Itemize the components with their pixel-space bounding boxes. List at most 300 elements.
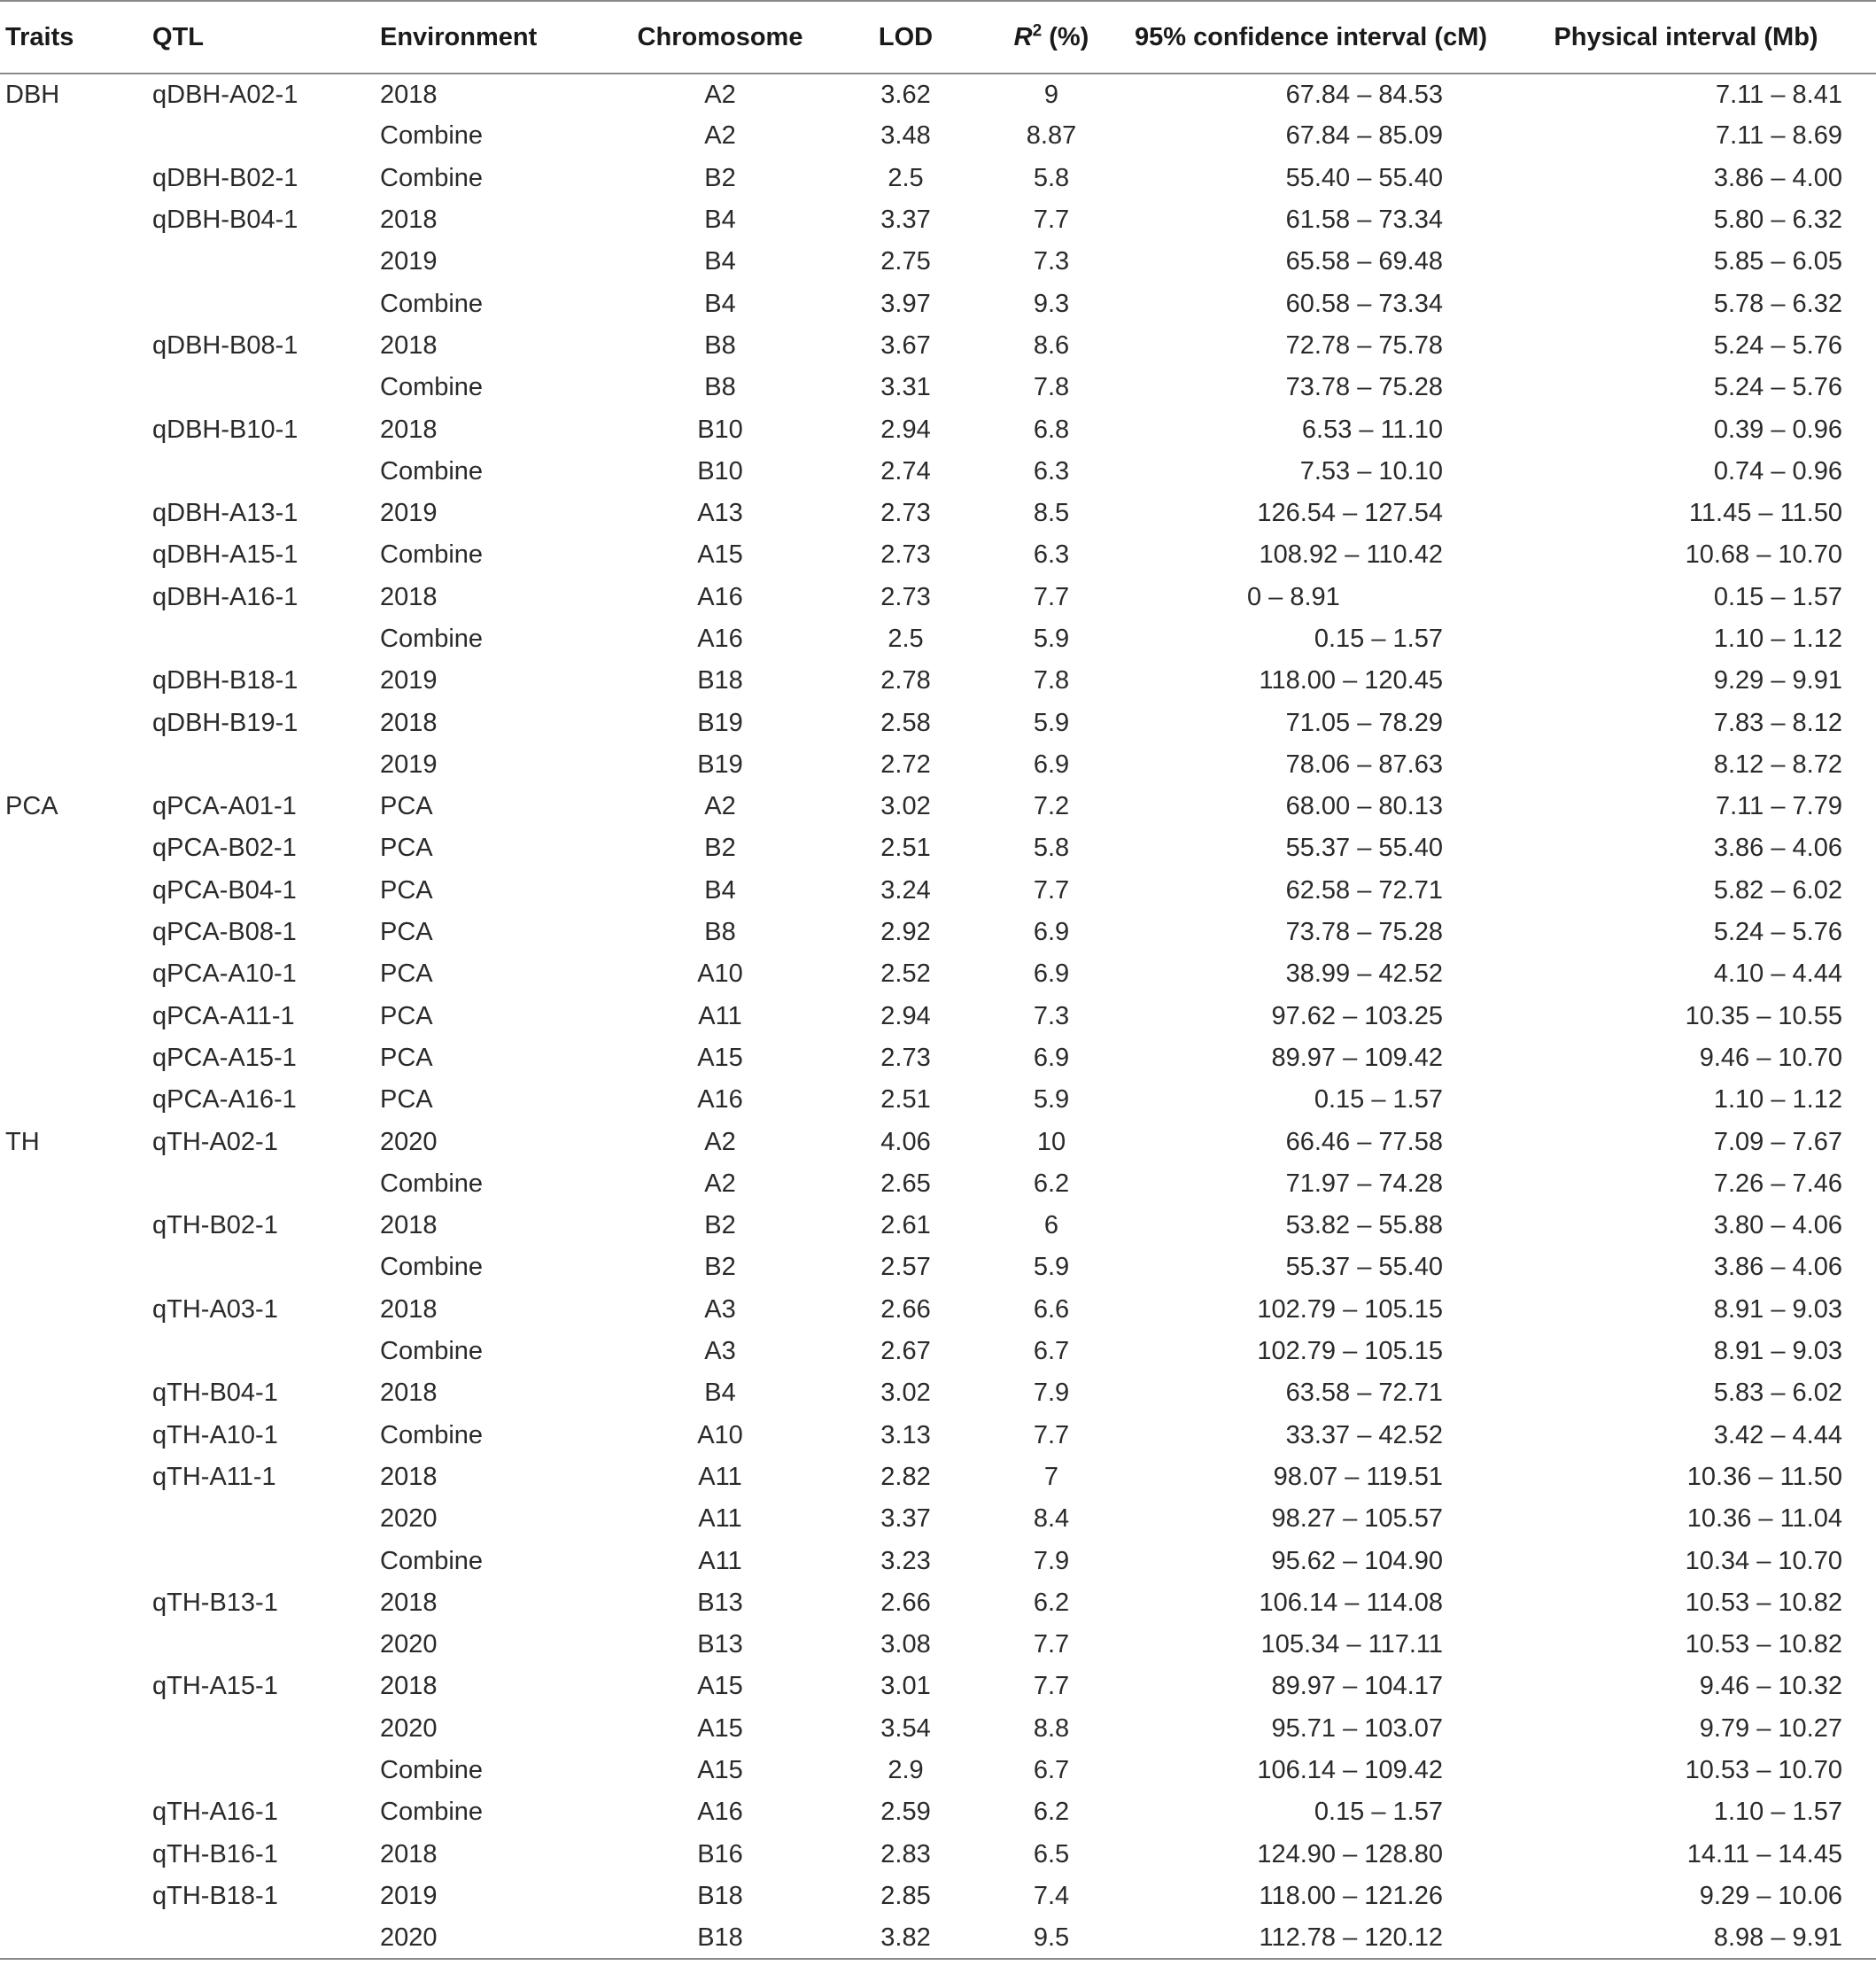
cell-qtl: qDBH-B08-1 — [152, 330, 298, 360]
cell-r2: 7.3 — [1033, 247, 1070, 276]
cell-physical-interval: 10.36 – 11.04 — [1686, 1504, 1842, 1534]
cell-qtl — [145, 241, 373, 283]
table-row — [0, 451, 1876, 493]
cell-chromosome: B19 — [697, 708, 743, 737]
cell-trait — [0, 451, 145, 493]
cell-lod: 3.37 — [880, 206, 931, 235]
cell-environment: PCA — [380, 834, 433, 863]
cell-physical-interval: 0.74 – 0.96 — [1713, 456, 1842, 486]
cell-r2: 5.8 — [1033, 163, 1070, 192]
cell-confidence-interval: 55.37 – 55.40 — [1285, 834, 1443, 863]
cell-trait — [0, 1289, 145, 1331]
table-row — [0, 786, 1876, 827]
table-row — [0, 744, 1876, 786]
cell-trait — [0, 408, 145, 450]
cell-r2: 7.8 — [1033, 373, 1070, 402]
cell-chromosome: B2 — [704, 1253, 736, 1282]
cell-r2: 5.9 — [1033, 708, 1070, 737]
cell-chromosome: B19 — [697, 750, 743, 779]
cell-lod: 3.02 — [880, 1379, 931, 1408]
cell-physical-interval: 5.80 – 6.32 — [1713, 206, 1842, 235]
cell-confidence-interval: 73.78 – 75.28 — [1285, 918, 1443, 947]
cell-r2: 7.8 — [1033, 666, 1070, 695]
table-row — [0, 912, 1876, 953]
cell-trait — [0, 1205, 145, 1247]
header-traits: Traits — [0, 1, 145, 74]
cell-trait — [0, 1624, 145, 1666]
cell-r2: 6.2 — [1033, 1798, 1070, 1827]
cell-physical-interval: 10.36 – 11.50 — [1686, 1462, 1842, 1491]
table-row — [0, 1666, 1876, 1707]
cell-r2: 9.3 — [1033, 289, 1070, 318]
cell-physical-interval: 5.24 – 5.76 — [1713, 373, 1842, 402]
cell-qtl: qDBH-A16-1 — [152, 582, 298, 611]
cell-trait — [0, 1163, 145, 1205]
cell-qtl: qPCA-A15-1 — [152, 1043, 297, 1072]
cell-confidence-interval: 6.53 – 11.10 — [1301, 415, 1443, 444]
cell-lod: 3.82 — [834, 1917, 977, 1959]
cell-lod: 2.66 — [880, 1588, 931, 1617]
cell-r2: 7.7 — [1033, 875, 1070, 905]
cell-confidence-interval: 112.78 – 120.12 — [1126, 1917, 1496, 1959]
cell-physical-interval: 9.46 – 10.70 — [1699, 1043, 1842, 1072]
header-r2-unit: (%) — [1042, 22, 1089, 51]
cell-lod: 2.73 — [880, 540, 931, 570]
cell-trait — [0, 1457, 145, 1498]
cell-r2: 8.8 — [1033, 1713, 1070, 1743]
cell-chromosome: B4 — [704, 289, 736, 318]
table-row — [0, 1582, 1876, 1624]
cell-qtl — [145, 451, 373, 493]
cell-physical-interval: 5.24 – 5.76 — [1713, 330, 1842, 360]
cell-environment: 2018 — [380, 1294, 438, 1324]
cell-trait — [0, 1791, 145, 1833]
table-row — [0, 199, 1876, 241]
cell-chromosome: B4 — [704, 247, 736, 276]
cell-chromosome: A2 — [704, 1169, 736, 1198]
cell-confidence-interval: 108.92 – 110.42 — [1259, 540, 1443, 570]
cell-r2: 7.7 — [1033, 1672, 1070, 1701]
cell-trait — [0, 1372, 145, 1414]
cell-trait — [0, 1247, 145, 1288]
table-row — [0, 1876, 1876, 1917]
cell-lod: 2.57 — [880, 1253, 931, 1282]
cell-qtl: qTH-B18-1 — [152, 1881, 278, 1910]
cell-trait — [0, 367, 145, 408]
cell-chromosome: B18 — [697, 1881, 743, 1910]
cell-confidence-interval: 0.15 – 1.57 — [1314, 1085, 1443, 1115]
cell-r2: 10 — [1036, 1127, 1066, 1156]
cell-qtl — [145, 1917, 373, 1959]
cell-chromosome: B16 — [697, 1839, 743, 1868]
cell-confidence-interval: 102.79 – 105.15 — [1257, 1294, 1443, 1324]
cell-chromosome: A11 — [698, 1001, 742, 1030]
cell-physical-interval: 0.39 – 0.96 — [1713, 415, 1842, 444]
cell-chromosome: B18 — [606, 1917, 834, 1959]
cell-r2: 6.7 — [1033, 1337, 1070, 1366]
cell-confidence-interval: 55.40 – 55.40 — [1285, 163, 1443, 192]
cell-chromosome: B4 — [704, 1379, 736, 1408]
cell-trait — [0, 241, 145, 283]
table-row — [0, 534, 1876, 576]
cell-physical-interval: 5.83 – 6.02 — [1713, 1379, 1842, 1408]
cell-physical-interval: 11.45 – 11.50 — [1688, 499, 1842, 528]
table-row — [0, 577, 1876, 618]
cell-r2: 7 — [1043, 1462, 1059, 1491]
cell-qtl: qPCA-A10-1 — [152, 959, 297, 989]
cell-qtl: qTH-B02-1 — [152, 1211, 278, 1240]
cell-confidence-interval: 67.84 – 84.53 — [1285, 80, 1443, 109]
cell-physical-interval: 4.10 – 4.44 — [1713, 959, 1842, 989]
cell-lod: 2.73 — [880, 582, 931, 611]
cell-confidence-interval: 61.58 – 73.34 — [1285, 206, 1443, 235]
cell-r2: 8.5 — [1033, 499, 1070, 528]
cell-r2: 6.3 — [1033, 540, 1070, 570]
cell-confidence-interval: 68.00 – 80.13 — [1285, 792, 1443, 821]
cell-trait — [0, 660, 145, 702]
cell-environment: 2018 — [380, 1839, 438, 1868]
cell-environment: Combine — [380, 1169, 484, 1198]
cell-environment: 2019 — [380, 666, 438, 695]
cell-trait — [0, 1708, 145, 1750]
cell-trait — [0, 325, 145, 367]
cell-trait — [0, 870, 145, 912]
cell-environment: 2018 — [380, 1588, 438, 1617]
cell-r2: 9 — [1043, 80, 1059, 109]
cell-lod: 3.08 — [880, 1630, 931, 1659]
cell-environment: Combine — [380, 1546, 484, 1575]
cell-qtl — [145, 367, 373, 408]
cell-qtl: qDBH-B18-1 — [152, 666, 298, 695]
cell-chromosome: A2 — [704, 1127, 736, 1156]
cell-confidence-interval: 67.84 – 85.09 — [1285, 121, 1443, 151]
cell-r2: 7.7 — [1033, 1630, 1070, 1659]
cell-trait — [0, 1917, 145, 1959]
cell-lod: 2.51 — [880, 1085, 931, 1115]
header-lod: LOD — [834, 1, 977, 74]
table-row — [0, 1917, 1876, 1959]
cell-trait — [0, 1079, 145, 1121]
cell-qtl: qTH-A10-1 — [152, 1420, 278, 1449]
table-row — [0, 115, 1876, 157]
table-row — [0, 660, 1876, 702]
table-row — [0, 870, 1876, 912]
cell-confidence-interval: 65.58 – 69.48 — [1285, 247, 1443, 276]
cell-chromosome: A3 — [704, 1337, 736, 1366]
cell-r2: 5.8 — [1033, 834, 1070, 863]
cell-trait — [0, 912, 145, 953]
cell-lod: 3.31 — [880, 373, 931, 402]
cell-trait: PCA — [5, 792, 58, 821]
cell-physical-interval: 8.98 – 9.91 — [1496, 1917, 1876, 1959]
cell-chromosome: B2 — [704, 163, 736, 192]
cell-trait — [0, 1666, 145, 1707]
cell-qtl: qPCA-A16-1 — [152, 1085, 297, 1115]
cell-confidence-interval: 55.37 – 55.40 — [1285, 1253, 1443, 1282]
cell-confidence-interval: 118.00 – 121.26 — [1259, 1881, 1443, 1910]
cell-chromosome: A15 — [697, 1043, 743, 1072]
header-r2-var: R — [1013, 22, 1033, 51]
cell-qtl: qTH-A15-1 — [152, 1672, 278, 1701]
cell-qtl: qTH-A02-1 — [152, 1127, 278, 1156]
cell-trait: TH — [5, 1127, 40, 1156]
table-row — [0, 827, 1876, 869]
cell-physical-interval: 10.34 – 10.70 — [1685, 1546, 1842, 1575]
cell-qtl — [145, 1331, 373, 1372]
cell-confidence-interval: 7.53 – 10.10 — [1299, 456, 1443, 486]
header-physical-interval: Physical interval (Mb) — [1496, 1, 1876, 74]
cell-environment: Combine — [380, 1798, 484, 1827]
table-row — [0, 1498, 1876, 1540]
cell-physical-interval: 5.78 – 6.32 — [1713, 289, 1842, 318]
cell-physical-interval: 1.10 – 1.57 — [1713, 1798, 1842, 1827]
table-row — [0, 953, 1876, 995]
table-row — [0, 1037, 1876, 1079]
cell-environment: 2020 — [373, 1917, 606, 1959]
cell-confidence-interval: 63.58 – 72.71 — [1285, 1379, 1443, 1408]
header-qtl: QTL — [145, 1, 373, 74]
cell-qtl: qTH-B16-1 — [152, 1839, 278, 1868]
table-row — [0, 283, 1876, 324]
cell-lod: 2.85 — [880, 1881, 931, 1910]
cell-confidence-interval: 66.46 – 77.58 — [1285, 1127, 1443, 1156]
table-row — [0, 1750, 1876, 1791]
cell-trait — [0, 1876, 145, 1917]
cell-r2: 7.9 — [1033, 1379, 1070, 1408]
cell-lod: 3.48 — [880, 121, 931, 151]
cell-physical-interval: 9.29 – 9.91 — [1713, 666, 1842, 695]
cell-environment: 2018 — [380, 415, 438, 444]
cell-physical-interval: 5.24 – 5.76 — [1713, 918, 1842, 947]
cell-chromosome: A2 — [704, 792, 736, 821]
cell-lod: 3.97 — [880, 289, 931, 318]
cell-r2: 7.2 — [1033, 792, 1070, 821]
cell-confidence-interval: 71.05 – 78.29 — [1285, 708, 1443, 737]
cell-environment: Combine — [380, 163, 484, 192]
cell-qtl: qTH-B13-1 — [152, 1588, 278, 1617]
cell-chromosome: B2 — [704, 1211, 736, 1240]
cell-lod: 4.06 — [880, 1127, 931, 1156]
table-row — [0, 1331, 1876, 1372]
cell-confidence-interval: 97.62 – 103.25 — [1271, 1001, 1443, 1030]
cell-chromosome: A10 — [697, 959, 743, 989]
cell-environment: 2019 — [380, 1881, 438, 1910]
cell-lod: 2.61 — [880, 1211, 931, 1240]
cell-confidence-interval: 95.62 – 104.90 — [1271, 1546, 1443, 1575]
cell-qtl — [145, 1498, 373, 1540]
cell-physical-interval: 3.86 – 4.00 — [1713, 163, 1842, 192]
cell-r2: 7.7 — [1033, 582, 1070, 611]
cell-environment: Combine — [380, 1253, 484, 1282]
cell-confidence-interval: 71.97 – 74.28 — [1285, 1169, 1443, 1198]
cell-lod: 2.73 — [880, 1043, 931, 1072]
cell-trait — [0, 996, 145, 1037]
cell-trait — [0, 744, 145, 786]
cell-lod: 2.65 — [880, 1169, 931, 1198]
cell-environment: 2020 — [380, 1713, 438, 1743]
table-row — [0, 1540, 1876, 1581]
cell-r2: 5.9 — [1033, 625, 1070, 653]
cell-lod: 2.92 — [880, 918, 931, 947]
cell-chromosome: A13 — [697, 499, 743, 528]
table-row — [0, 241, 1876, 283]
cell-environment: 2019 — [380, 750, 438, 779]
cell-confidence-interval: 95.71 – 103.07 — [1271, 1713, 1443, 1743]
cell-environment: PCA — [380, 875, 433, 905]
cell-physical-interval: 3.42 – 4.44 — [1713, 1420, 1842, 1449]
cell-environment: 2020 — [380, 1630, 438, 1659]
cell-physical-interval: 5.82 – 6.02 — [1713, 875, 1842, 905]
cell-r2: 8.6 — [1033, 330, 1070, 360]
cell-physical-interval: 7.83 – 8.12 — [1713, 708, 1842, 737]
cell-qtl: qDBH-B04-1 — [152, 206, 298, 235]
cell-lod: 2.9 — [888, 1756, 924, 1785]
cell-lod: 2.52 — [880, 959, 931, 989]
cell-r2: 6.6 — [1033, 1294, 1070, 1324]
cell-r2: 6.7 — [1033, 1756, 1070, 1785]
cell-lod: 3.13 — [880, 1420, 931, 1449]
cell-r2: 9.5 — [977, 1917, 1126, 1959]
cell-qtl: qDBH-A13-1 — [152, 499, 298, 528]
cell-qtl: qPCA-B08-1 — [152, 918, 297, 947]
cell-chromosome: A3 — [704, 1294, 736, 1324]
header-confidence-interval: 95% confidence interval (cM) — [1126, 1, 1496, 74]
cell-trait — [0, 115, 145, 157]
cell-environment: PCA — [380, 1001, 433, 1030]
cell-chromosome: B8 — [704, 373, 736, 402]
cell-lod: 2.5 — [888, 625, 924, 653]
cell-r2: 6.9 — [1033, 1043, 1070, 1072]
cell-lod: 2.72 — [880, 750, 931, 779]
table-row — [0, 1079, 1876, 1121]
cell-physical-interval: 10.68 – 10.70 — [1685, 540, 1842, 570]
header-r2-sup: 2 — [1032, 20, 1043, 40]
cell-environment: Combine — [380, 373, 484, 402]
table-row — [0, 1624, 1876, 1666]
cell-environment: PCA — [380, 918, 433, 947]
cell-qtl: qPCA-B04-1 — [152, 875, 297, 905]
table-row — [0, 1372, 1876, 1414]
cell-qtl — [145, 1163, 373, 1205]
cell-r2: 6 — [1043, 1211, 1059, 1240]
cell-qtl — [145, 1540, 373, 1581]
cell-environment: Combine — [380, 456, 484, 486]
cell-lod: 3.23 — [880, 1546, 931, 1575]
cell-confidence-interval: 126.54 – 127.54 — [1257, 499, 1443, 528]
cell-chromosome: B4 — [704, 206, 736, 235]
cell-lod: 3.02 — [880, 792, 931, 821]
cell-qtl — [145, 1247, 373, 1288]
cell-lod: 2.66 — [880, 1294, 931, 1324]
cell-chromosome: A11 — [698, 1462, 742, 1491]
cell-r2: 5.9 — [1033, 1085, 1070, 1115]
cell-trait — [0, 702, 145, 743]
table-row — [0, 1205, 1876, 1247]
cell-trait — [0, 158, 145, 199]
cell-lod: 3.01 — [880, 1672, 931, 1701]
cell-r2: 6.2 — [1033, 1588, 1070, 1617]
cell-lod: 2.5 — [888, 163, 924, 192]
cell-physical-interval: 9.79 – 10.27 — [1699, 1713, 1842, 1743]
cell-r2: 6.3 — [1033, 456, 1070, 486]
cell-lod: 2.83 — [880, 1839, 931, 1868]
cell-physical-interval: 0.15 – 1.57 — [1713, 582, 1842, 611]
cell-lod: 3.37 — [880, 1504, 931, 1534]
cell-physical-interval: 5.85 – 6.05 — [1713, 247, 1842, 276]
cell-qtl: qDBH-B02-1 — [152, 163, 298, 192]
cell-chromosome: B8 — [704, 330, 736, 360]
cell-environment: Combine — [380, 289, 484, 318]
table-row — [0, 367, 1876, 408]
header-r2 — [977, 1, 1126, 74]
cell-trait — [0, 493, 145, 534]
cell-physical-interval: 7.11 – 8.69 — [1716, 121, 1842, 151]
cell-environment: Combine — [380, 1337, 484, 1366]
cell-chromosome: A16 — [697, 1085, 743, 1115]
cell-physical-interval: 10.53 – 10.70 — [1685, 1756, 1842, 1785]
cell-trait: DBH — [5, 80, 60, 109]
cell-trait — [0, 199, 145, 241]
cell-r2: 7.4 — [1033, 1881, 1070, 1910]
cell-qtl: qPCA-B02-1 — [152, 834, 297, 863]
cell-physical-interval: 7.11 – 7.79 — [1716, 792, 1842, 821]
cell-chromosome: A10 — [697, 1420, 743, 1449]
cell-confidence-interval: 98.27 – 105.57 — [1271, 1504, 1443, 1534]
table-row — [0, 408, 1876, 450]
cell-lod: 2.94 — [880, 415, 931, 444]
cell-qtl: qDBH-A15-1 — [152, 540, 298, 570]
cell-confidence-interval: 78.06 – 87.63 — [1285, 750, 1443, 779]
cell-environment: PCA — [380, 792, 433, 821]
table-row — [0, 1163, 1876, 1205]
cell-physical-interval: 10.53 – 10.82 — [1685, 1630, 1842, 1659]
cell-trait — [0, 1037, 145, 1079]
cell-lod: 2.78 — [880, 666, 931, 695]
cell-confidence-interval: 60.58 – 73.34 — [1285, 289, 1443, 318]
cell-physical-interval: 10.35 – 10.55 — [1685, 1001, 1842, 1030]
cell-environment: Combine — [380, 625, 484, 653]
table-row — [0, 702, 1876, 743]
cell-chromosome: A15 — [697, 1672, 743, 1701]
table-row — [0, 1289, 1876, 1331]
cell-trait — [0, 1750, 145, 1791]
cell-environment: 2019 — [380, 499, 438, 528]
cell-qtl — [145, 618, 373, 660]
cell-lod: 2.94 — [880, 1001, 931, 1030]
cell-r2: 6.9 — [1033, 959, 1070, 989]
cell-environment: 2018 — [380, 708, 438, 737]
cell-qtl — [145, 1624, 373, 1666]
cell-confidence-interval: 98.07 – 119.51 — [1273, 1462, 1443, 1491]
cell-physical-interval: 3.86 – 4.06 — [1713, 1253, 1842, 1282]
header-chromosome: Chromosome — [606, 1, 834, 74]
cell-chromosome: A16 — [697, 1798, 743, 1827]
cell-physical-interval: 7.11 – 8.41 — [1716, 80, 1842, 109]
cell-r2: 8.4 — [1033, 1504, 1070, 1534]
cell-confidence-interval: 89.97 – 109.42 — [1271, 1043, 1443, 1072]
table-row — [0, 493, 1876, 534]
cell-chromosome: B10 — [697, 456, 743, 486]
cell-chromosome: B4 — [704, 875, 736, 905]
cell-trait — [0, 1331, 145, 1372]
cell-qtl: qPCA-A01-1 — [152, 792, 297, 821]
table-row — [0, 618, 1876, 660]
cell-qtl: qDBH-A02-1 — [152, 80, 298, 109]
cell-confidence-interval: 124.90 – 128.80 — [1257, 1839, 1443, 1868]
cell-trait — [0, 534, 145, 576]
cell-confidence-interval: 106.14 – 114.08 — [1259, 1588, 1443, 1617]
table-row — [0, 1415, 1876, 1457]
